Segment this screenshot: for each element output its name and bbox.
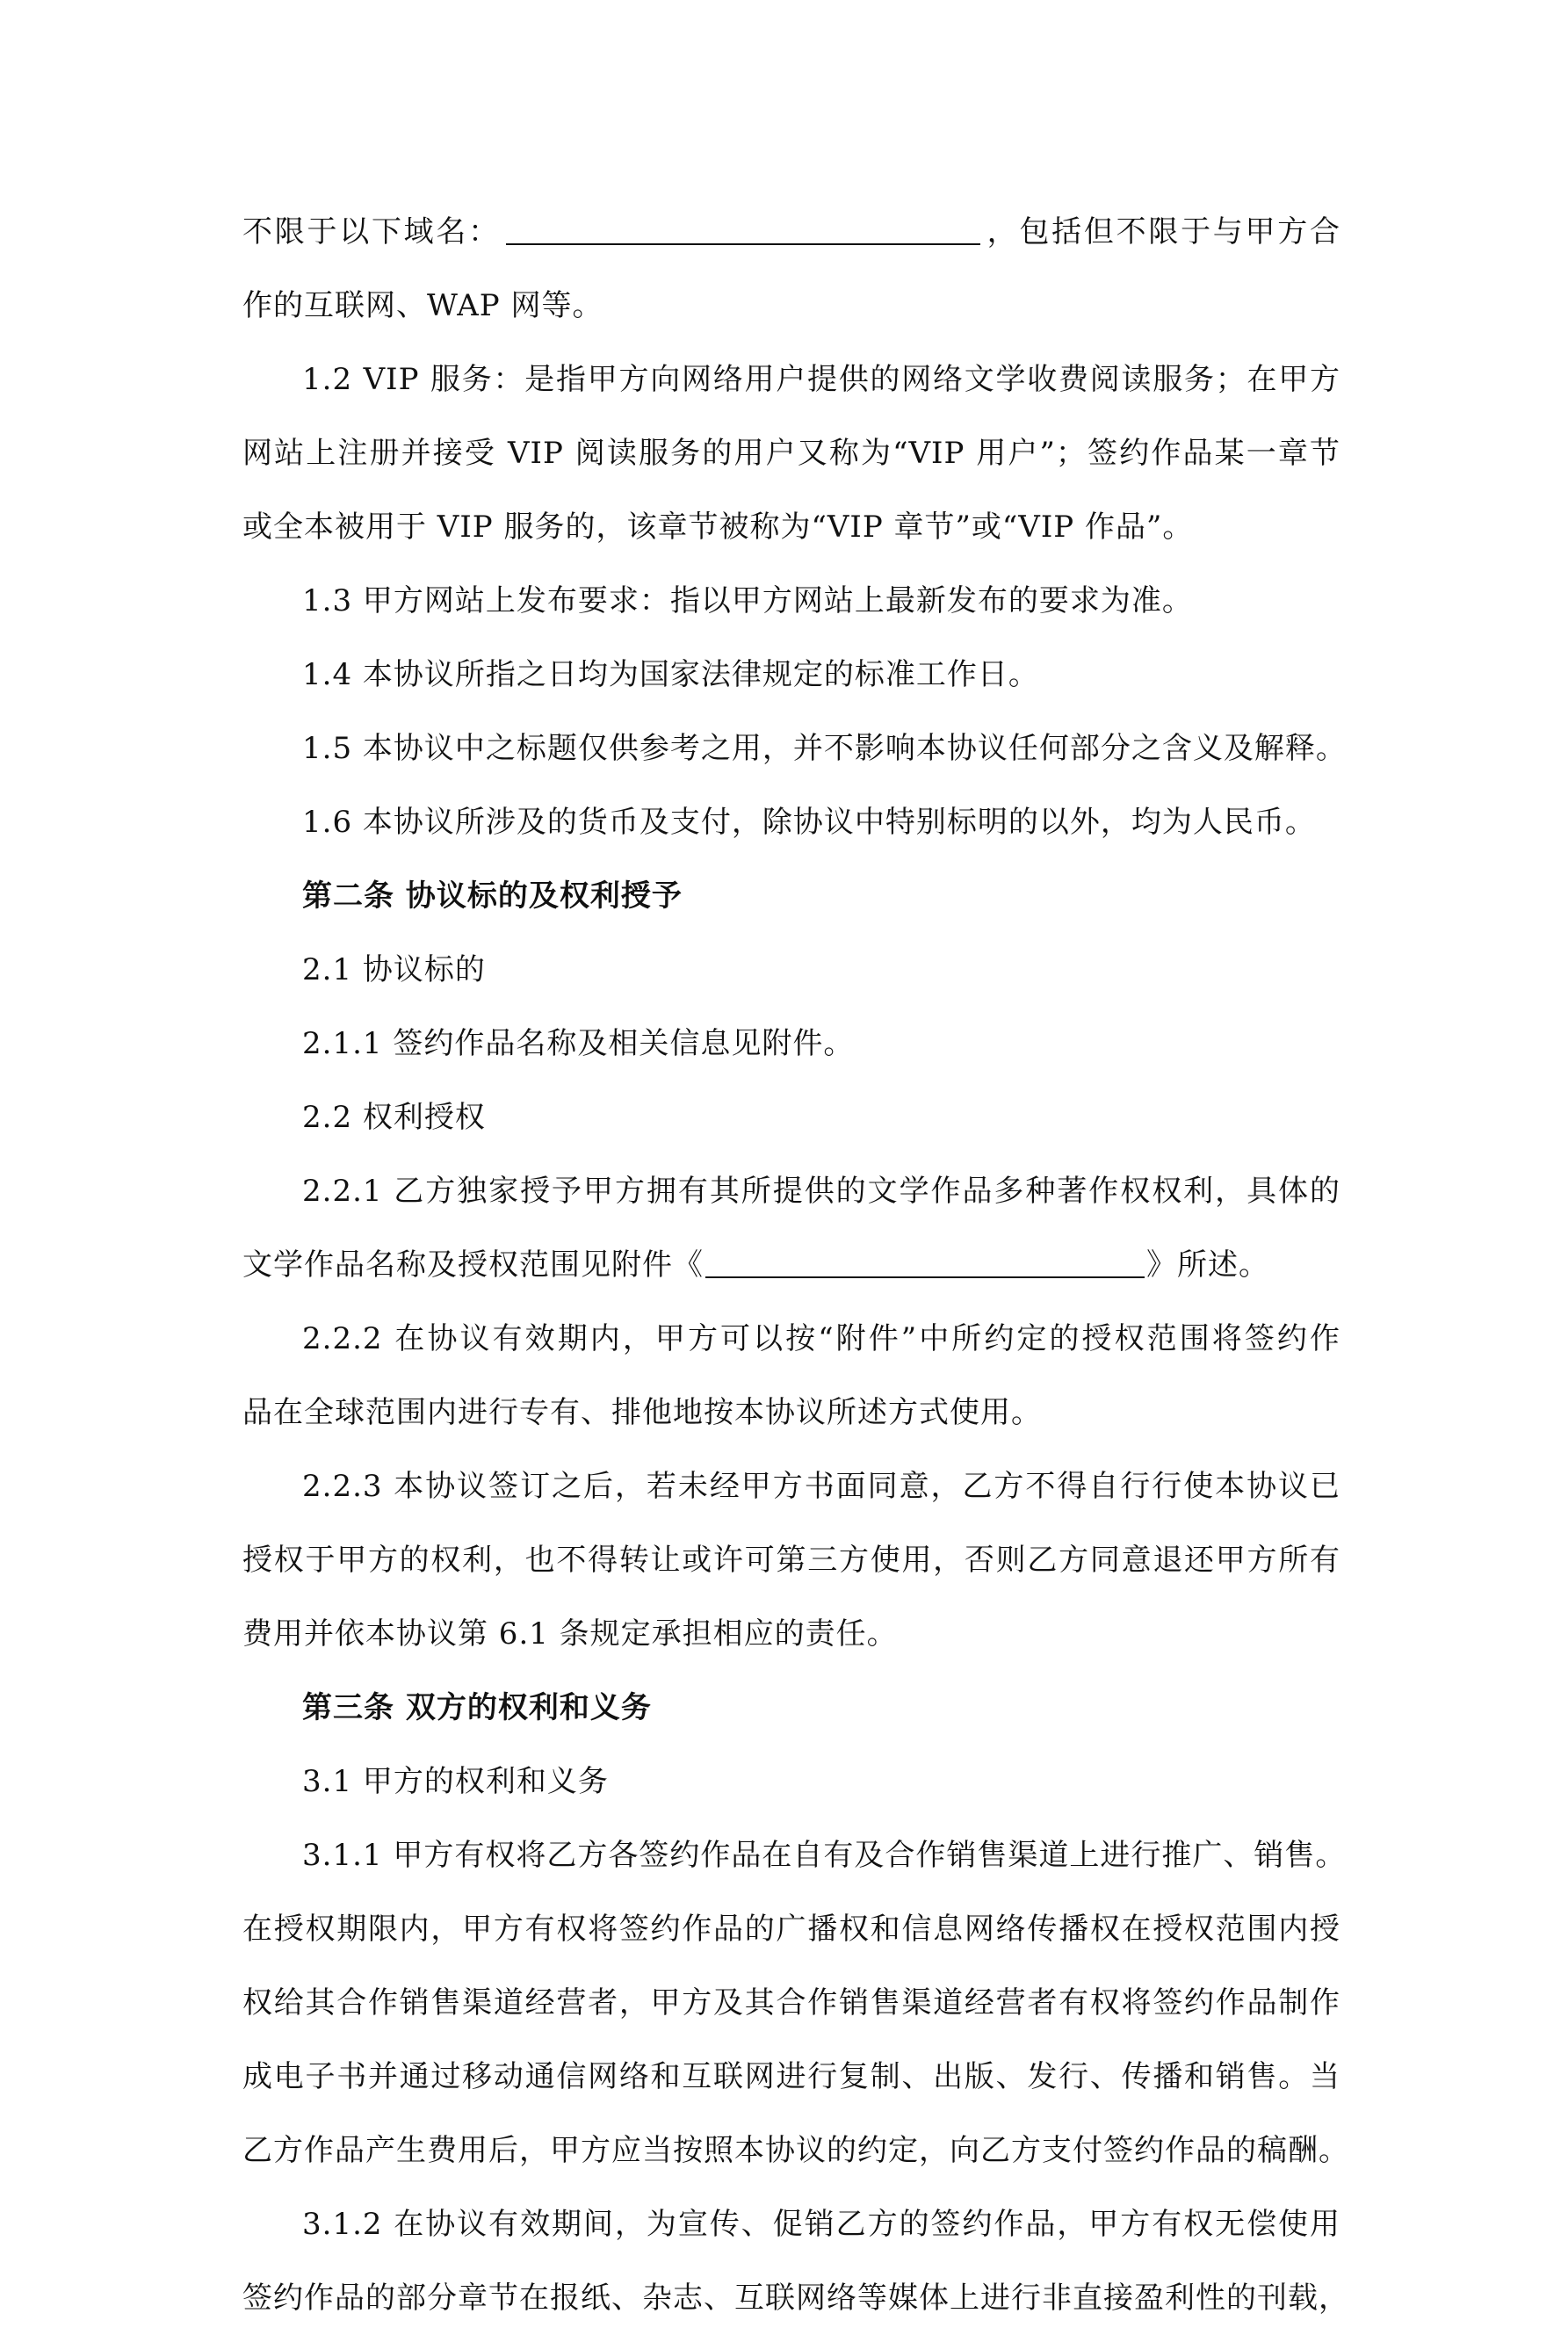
text-line xyxy=(242,1228,1340,1302)
document-body xyxy=(242,195,1349,2335)
paragraph-line: 1.6 本协议所涉及的货币及支付，除协议中特别标明的以外，均为人民币。 xyxy=(302,805,1316,840)
paragraph-line: 2.1.1 签约作品名称及相关信息见附件。 xyxy=(302,1026,855,1061)
section-heading: 第三条 双方的权利和义务 xyxy=(302,1690,652,1725)
text-line: 费用并依本协议第 6.1 条规定承担相应的责任。 xyxy=(242,1616,898,1652)
text-segment: 文学作品名称及授权范围见附件《 xyxy=(242,1247,704,1283)
paragraph-line: 2.2.3 本协议签订之后，若未经甲方书面同意，乙方不得自行行使本协议已 xyxy=(302,1469,1340,1504)
paragraph-line: 3.1 甲方的权利和义务 xyxy=(302,1764,609,1799)
text-line: 作的互联网、WAP 网等。 xyxy=(242,288,603,323)
text-line: 在授权期限内，甲方有权将签约作品的广播权和信息网络传播权在授权范围内授 xyxy=(242,1912,1340,1947)
text-line: 乙方作品产生费用后，甲方应当按照本协议的约定，向乙方支付签约作品的稿酬。 xyxy=(242,2133,1349,2168)
paragraph-line: 1.4 本协议所指之日均为国家法律规定的标准工作日。 xyxy=(302,657,1039,692)
paragraph-line: 2.2.1 乙方独家授予甲方拥有其所提供的文学作品多种著作权权利，具体的 xyxy=(302,1174,1340,1209)
paragraph-line: 1.2 VIP 服务：是指甲方向网络用户提供的网络文学收费阅读服务；在甲方 xyxy=(302,362,1340,397)
text-line: 授权于甲方的权利，也不得转让或许可第三方使用，否则乙方同意退还甲方所有 xyxy=(242,1543,1340,1578)
paragraph-line: 1.5 本协议中之标题仅供参考之用，并不影响本协议任何部分之含义及解释。 xyxy=(302,731,1347,766)
text-segment: 不限于以下域名： xyxy=(242,214,501,249)
paragraph-line: 2.2.2 在协议有效期内，甲方可以按“附件”中所约定的授权范围将签约作 xyxy=(302,1321,1340,1356)
text-line: 成电子书并通过移动通信网络和互联网进行复制、出版、发行、传播和销售。当 xyxy=(242,2059,1340,2094)
text-line: 签约作品的部分章节在报纸、杂志、互联网络等媒体上进行非直接盈利性的刊载， xyxy=(242,2281,1349,2316)
text-line: 权给其合作销售渠道经营者，甲方及其合作销售渠道经营者有权将签约作品制作 xyxy=(242,1985,1340,2021)
text-line: 或全本被用于 VIP 服务的，该章节被称为“VIP 章节”或“VIP 作品”。 xyxy=(242,510,1194,545)
text-line xyxy=(242,195,1340,269)
text-segment: ，包括但不限于与甲方合 xyxy=(985,214,1341,249)
paragraph-line: 1.3 甲方网站上发布要求：指以甲方网站上最新发布的要求为准。 xyxy=(302,583,1193,618)
paragraph-line: 2.2 权利授权 xyxy=(302,1100,486,1135)
domain-blank-line xyxy=(506,215,980,245)
paragraph-line: 3.1.1 甲方有权将乙方各签约作品在自有及合作销售渠道上进行推广、销售。 xyxy=(302,1838,1347,1873)
paragraph-line: 2.1 协议标的 xyxy=(302,952,486,987)
text-line: 品在全球范围内进行专有、排他地按本协议所述方式使用。 xyxy=(242,1395,1042,1430)
text-line: 网站上注册并接受 VIP 阅读服务的用户又称为“VIP 用户”；签约作品某一章节 xyxy=(242,436,1340,471)
text-segment: 》所述。 xyxy=(1146,1247,1269,1283)
annex-blank-line xyxy=(705,1248,1145,1278)
section-heading: 第二条 协议标的及权利授予 xyxy=(302,878,683,914)
paragraph-line: 3.1.2 在协议有效期间，为宣传、促销乙方的签约作品，甲方有权无偿使用 xyxy=(302,2207,1340,2242)
